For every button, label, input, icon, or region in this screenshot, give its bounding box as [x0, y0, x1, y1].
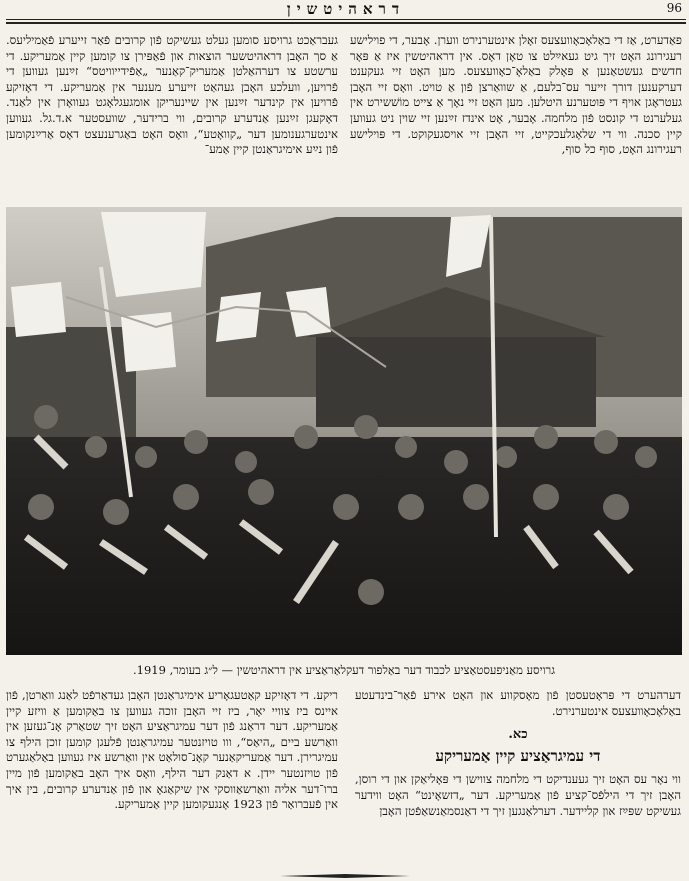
section-number: כא. — [508, 727, 528, 743]
crowd-photo-image — [6, 207, 682, 655]
header-rule — [6, 19, 686, 20]
section-heading: די עמיגראַציע קיין אַמעריקע — [435, 746, 601, 765]
page-number: 96 — [666, 1, 682, 15]
paragraph: ריקע. די דאָזיקע קאַטעגאָריע אימיגראַנטן האָבן געדאַרפֿט לאַנג וואַרטן, פֿון איינס ביז צוויי יאָר, ביז זיי האָבן זוכה געווען צו באַקומען אַ וויזע קיין אַמעריקע. דער דראַנג פֿון דער עמיגראַציע האָט זיך שטאַרק אָנ־געזען אין וואַרשע ביים „היאַס“, ווו טויזנטער עמיגראַנטן פֿלעגן קומען זוכן הילף צו עמיגרירן. דער אַמעריקאַנער קאָנ־סולאַט אין וואַרשע איז געווען באַלאַגערט פֿון טויזנטער יידן. א דאַנק דער הילף, וואָס איך האָב באַקומען פֿון מיין ברו־דער אליה וואַרשאַווסקי אין שיקאַגאָ און פֿון אַנדערע קרובים, בין איך אין פֿעברואַר פֿון 1923 אָנגעקומען קיין אַמעריקע. — [6, 688, 338, 812]
historical-photograph — [6, 207, 682, 655]
text-column-top-left — [6, 33, 338, 213]
footer-ornament-rule — [280, 874, 410, 878]
paragraph: ווי נאָר עס האָט זיך געענדיקט די מלחמה צווישן די פּאָליאַקן און די רוסן, האָבן זיך די הילפֿס־קציע פֿון אַמעריקע. דער „דזשאָינט“ האָט ווידער געשיקט שפּײַז און קליידער. דערלאַנגען זיך די דאַנסמאַנשאַפֿטן האָבן — [355, 772, 681, 818]
paragraph: פאַדערט, אַז די באַלאָכאָוועצעס זאָלן אינטערנירט ווערן. אָבער, די פוילישע רעגירונג האָט זיך גיט געאײַלט צו טאָן דאָס. אין דראהיטשין איז אַ פּאָר חדשים געשטאַנען אַ פּאָלק באַלאָ־כאָוועצעס. מען האָט זיי געקענט דערקענען דורך זייער עס־בלעם, אַ שוואַרצן פֿון אַ טויט. וואָס זיי האָבן געטראָגן אויף די פּוטערנע היטלען. מען האָט זיי נאָך אַ צייט מוֹשׁשירט אין געלערנט די קונסט פֿון מלחמה. אָבער, אָט אינדז זײַנען זיי שוין ניט געווען קיין סכנה. ווי די שלאָגלעכקייט, זיי האָבן זיי אויסגעקוקט. די פּוילישע רעגירונג האָט, סוף כל סוף, — [350, 33, 682, 157]
page-header — [6, 0, 686, 24]
paragraph: געבראַכט גרויסע סומען געלט געשיקט פֿון קרובים פֿאַר זייערע פֿאַמיליעס. אַ סך האָבן דראהיטשער הוצאות און פֿאַפּירן צו קומען קיין אַמעריקע. די ערשטע צו דערהאַלטן אַמעריק־קאַנער „אַפֿידייוויטס“ זײַנען געווען די פֿרויען, וועלכע האָבן געהאַט זייערע מענער אין אַמעריקע. די דאָזיקע פֿרויען אין קינדער זײַנען אין שיינעריקן אומגעגלאָגט געוואָרן אין לאַנד. דאָקעגן זײַנען אַנדערע קרובים, ווי ברידער, שוועסטער א.ד.גל. געווען אינטערגענומען דער „קוואָטע“, וואָס האָט באַגרענעצט דאָס אַרײַנקומען פֿון נײַע אימיגראַנטן קיין אַמע־ — [6, 33, 338, 157]
text-column-bottom-left — [6, 688, 338, 873]
running-title: דראהיטשין — [286, 0, 406, 18]
photo-caption: גרויסע מאַניפעסטאַציע לכבוד דער באַלפור דעקלאַראַציע אין דראהיטשין — ל״ג בעומר, 1919. — [132, 663, 555, 677]
text-column-top-right — [350, 33, 682, 213]
paragraph-intro: דערהערט די פּראָטעסטן פֿון מאָסקווע און האָט אירע פֿאַר־בינדעטע באַלאָכאָוועצעס אינטערנירט. — [355, 688, 681, 718]
header-rule-thick — [6, 22, 686, 24]
text-column-bottom-right — [355, 688, 681, 873]
